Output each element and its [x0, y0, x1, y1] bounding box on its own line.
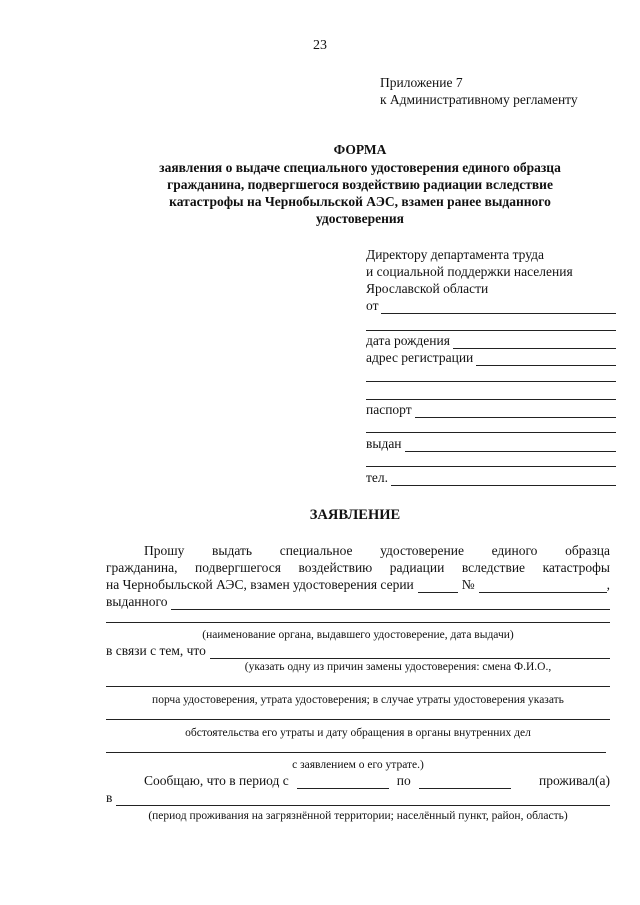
issued-label: выданного — [106, 594, 168, 609]
reason-blank-2[interactable] — [106, 686, 610, 687]
issued-by-blank-2[interactable] — [366, 466, 616, 467]
birth-date-blank[interactable] — [453, 335, 616, 349]
place-blank[interactable] — [116, 792, 610, 806]
reason-note-4: с заявлением о его утрате.) — [292, 759, 424, 771]
issued-by-field[interactable] — [366, 435, 616, 452]
place-label: в — [106, 790, 113, 805]
series-blank[interactable] — [418, 580, 458, 593]
issued-by-label: выдан — [366, 436, 402, 451]
form-title-line-1: заявления о выдаче специального удостоверения единого образца — [159, 160, 561, 175]
passport-label: паспорт — [366, 402, 412, 417]
address-blank-2[interactable] — [366, 381, 616, 382]
reason-note-1: (указать одну из причин замены удостоверения: смена Ф.И.О., — [244, 661, 552, 673]
issued-blank[interactable] — [171, 596, 610, 610]
from-blank[interactable] — [381, 300, 616, 314]
appendix-line-1: Приложение 7 — [380, 75, 463, 90]
from-blank-2[interactable] — [366, 330, 616, 331]
reason-blank-4[interactable] — [106, 752, 606, 753]
address-blank[interactable] — [476, 352, 616, 366]
from-label: от — [366, 298, 379, 313]
address-field[interactable] — [366, 349, 616, 366]
period-note: (период проживания на загрязнённой территории; населённый пункт, район, область) — [148, 810, 568, 822]
place-row[interactable] — [106, 789, 610, 806]
birth-date-label: дата рождения — [366, 333, 450, 348]
form-title-line-3: катастрофы на Чернобыльской АЭС, взамен ранее выданного — [169, 194, 551, 209]
request-line-1: Прошу выдать специальное удостоверение единого образца — [144, 543, 610, 558]
reason-label: в связи с тем, что — [106, 643, 206, 658]
form-title-line-4: удостоверения — [316, 211, 404, 226]
page-number: 23 — [313, 38, 327, 53]
issuer-note: (наименование органа, выдавшего удостоверение, дата выдачи) — [202, 629, 514, 641]
reason-row[interactable] — [106, 642, 610, 659]
reason-note-2: порча удостоверения, утрата удостоверения; в случае утраты удостоверения указать — [152, 694, 564, 706]
period-to-label: по — [396, 773, 411, 788]
passport-blank[interactable] — [415, 404, 616, 418]
form-title-line-2: гражданина, подвергшегося воздействию радиации вследствие — [167, 177, 553, 192]
reason-note-3: обстоятельства его утраты и дату обращения в органы внутренних дел — [185, 727, 531, 739]
phone-label: тел. — [366, 470, 389, 485]
statement-title: ЗАЯВЛЕНИЕ — [309, 507, 401, 523]
request-line-2: гражданина, подвергшегося воздействию радиации вследствие катастрофы — [106, 560, 610, 575]
phone-field[interactable] — [366, 469, 616, 486]
period-from-blank[interactable] — [297, 776, 389, 789]
issued-blank-2[interactable] — [106, 622, 610, 623]
period-row — [106, 772, 610, 789]
period-to-blank[interactable] — [419, 776, 511, 789]
passport-blank-2[interactable] — [366, 432, 616, 433]
phone-blank[interactable] — [391, 472, 616, 486]
birth-date-field[interactable] — [366, 332, 616, 349]
series-text: на Чернобыльской АЭС, взамен удостоверения серии — [106, 577, 414, 592]
from-field[interactable] — [366, 297, 616, 314]
reason-blank[interactable] — [210, 645, 610, 659]
appendix-line-2: к Административному регламенту — [380, 92, 578, 107]
addressee-line-2: и социальной поддержки населения — [366, 264, 573, 279]
number-sign: № — [461, 577, 475, 592]
line-end-comma: , — [606, 577, 610, 592]
addressee-line-1: Директору департамента труда — [366, 247, 545, 262]
address-label: адрес регистрации — [366, 350, 474, 365]
addressee-line-3: Ярославской области — [366, 281, 489, 296]
reason-blank-3[interactable] — [106, 719, 610, 720]
issued-row[interactable] — [106, 593, 610, 610]
form-heading: ФОРМА — [333, 142, 387, 157]
address-blank-3[interactable] — [366, 399, 616, 400]
number-blank[interactable] — [479, 580, 607, 593]
lived-label: проживал(а) — [539, 773, 610, 788]
request-line-3 — [106, 576, 610, 593]
passport-field[interactable] — [366, 401, 616, 418]
issued-by-blank[interactable] — [405, 438, 616, 452]
period-text: Сообщаю, что в период с — [144, 773, 289, 788]
